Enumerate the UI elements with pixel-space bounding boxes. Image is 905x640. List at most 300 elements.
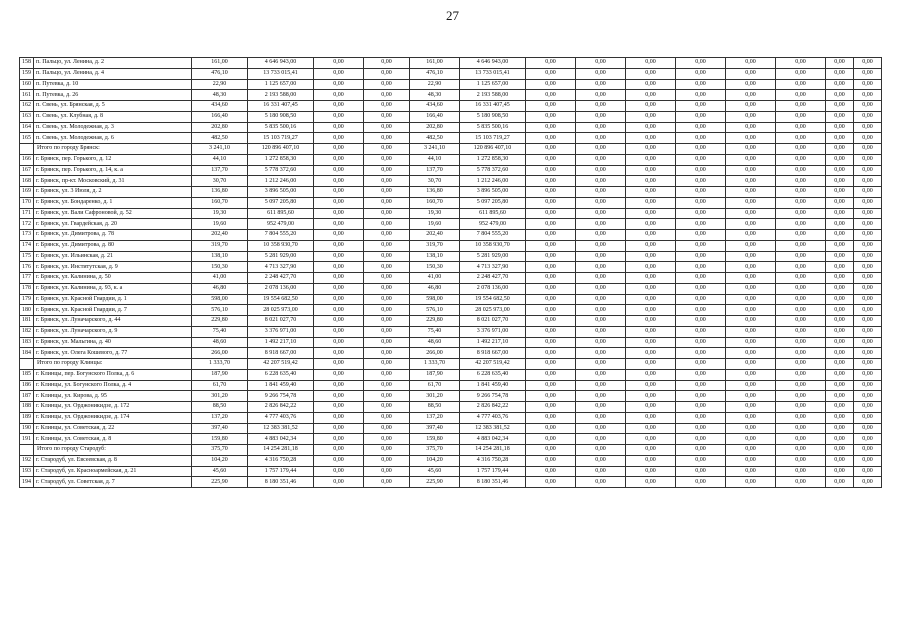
address-cell: г. Брянск, ул. Димитрова, д. 78: [34, 230, 192, 241]
value-cell: 0,00: [314, 165, 364, 176]
table-row: [20, 79, 882, 90]
value-cell: 476,10: [192, 68, 248, 79]
value-cell: 161,00: [410, 58, 460, 69]
value-cell: 0,00: [826, 273, 854, 284]
value-cell: 0,00: [626, 90, 676, 101]
value-cell: 0,00: [526, 369, 576, 380]
value-cell: 19,30: [410, 208, 460, 219]
value-cell: 0,00: [826, 101, 854, 112]
value-cell: 0,00: [626, 208, 676, 219]
value-cell: 1 125 657,00: [460, 79, 526, 90]
row-number: 175: [20, 251, 34, 262]
row-number: 160: [20, 79, 34, 90]
value-cell: 0,00: [854, 455, 882, 466]
value-cell: 0,00: [676, 144, 726, 155]
value-cell: 0,00: [854, 262, 882, 273]
value-cell: 0,00: [726, 122, 776, 133]
address-cell: г. Брянск, пр-кт. Московский, д. 31: [34, 176, 192, 187]
value-cell: 0,00: [626, 111, 676, 122]
value-cell: 0,00: [576, 58, 626, 69]
value-cell: 0,00: [854, 326, 882, 337]
value-cell: 0,00: [676, 402, 726, 413]
value-cell: 6 228 635,40: [248, 369, 314, 380]
value-cell: 45,60: [410, 466, 460, 477]
value-cell: 3 376 971,00: [460, 326, 526, 337]
value-cell: 0,00: [676, 154, 726, 165]
value-cell: 0,00: [776, 68, 826, 79]
value-cell: 0,00: [776, 251, 826, 262]
value-cell: 9 266 754,78: [248, 391, 314, 402]
table-row: [20, 68, 882, 79]
value-cell: 48,30: [192, 90, 248, 101]
value-cell: 0,00: [676, 262, 726, 273]
value-cell: 0,00: [314, 219, 364, 230]
value-cell: 397,40: [410, 423, 460, 434]
value-cell: 1 333,70: [192, 359, 248, 370]
value-cell: 0,00: [576, 283, 626, 294]
row-number: 188: [20, 402, 34, 413]
value-cell: 0,00: [826, 90, 854, 101]
value-cell: 0,00: [576, 154, 626, 165]
value-cell: 0,00: [526, 262, 576, 273]
value-cell: 0,00: [726, 434, 776, 445]
value-cell: 0,00: [676, 111, 726, 122]
value-cell: 0,00: [626, 133, 676, 144]
table-row: [20, 455, 882, 466]
value-cell: 0,00: [626, 391, 676, 402]
value-cell: 229,80: [410, 316, 460, 327]
value-cell: 0,00: [364, 68, 410, 79]
row-number: 158: [20, 58, 34, 69]
value-cell: 0,00: [626, 230, 676, 241]
value-cell: 0,00: [676, 380, 726, 391]
value-cell: 0,00: [726, 412, 776, 423]
value-cell: 0,00: [776, 412, 826, 423]
value-cell: 0,00: [826, 445, 854, 456]
value-cell: 0,00: [576, 165, 626, 176]
value-cell: 8 180 351,46: [460, 477, 526, 488]
value-cell: 0,00: [776, 79, 826, 90]
row-number: [20, 445, 34, 456]
row-number: 194: [20, 477, 34, 488]
value-cell: 0,00: [364, 230, 410, 241]
total-row: [20, 144, 882, 155]
value-cell: 0,00: [626, 455, 676, 466]
value-cell: 42 207 519,42: [248, 359, 314, 370]
value-cell: 4 316 750,28: [460, 455, 526, 466]
address-cell: г. Брянск, ул. Институтская, д. 9: [34, 262, 192, 273]
value-cell: 0,00: [676, 359, 726, 370]
value-cell: 1 125 657,00: [248, 79, 314, 90]
value-cell: 0,00: [576, 111, 626, 122]
value-cell: 2 078 136,00: [248, 283, 314, 294]
value-cell: 0,00: [776, 101, 826, 112]
row-number: 171: [20, 208, 34, 219]
value-cell: 0,00: [364, 348, 410, 359]
value-cell: 0,00: [364, 412, 410, 423]
value-cell: 2 248 427,70: [460, 273, 526, 284]
value-cell: 0,00: [676, 477, 726, 488]
value-cell: 229,80: [192, 316, 248, 327]
row-number: 167: [20, 165, 34, 176]
value-cell: 2 193 588,00: [460, 90, 526, 101]
value-cell: 598,00: [192, 294, 248, 305]
value-cell: 0,00: [364, 187, 410, 198]
value-cell: 0,00: [776, 111, 826, 122]
value-cell: 0,00: [314, 262, 364, 273]
value-cell: 0,00: [776, 90, 826, 101]
value-cell: 202,40: [410, 230, 460, 241]
value-cell: 2 826 842,22: [460, 402, 526, 413]
value-cell: 0,00: [776, 445, 826, 456]
value-cell: 19,60: [192, 219, 248, 230]
table-row: [20, 273, 882, 284]
value-cell: 0,00: [776, 477, 826, 488]
value-cell: 0,00: [314, 348, 364, 359]
table-row: [20, 402, 882, 413]
value-cell: 0,00: [826, 423, 854, 434]
value-cell: 434,60: [192, 101, 248, 112]
value-cell: 28 025 973,00: [248, 305, 314, 316]
value-cell: 0,00: [576, 273, 626, 284]
value-cell: 0,00: [364, 58, 410, 69]
table-row: [20, 90, 882, 101]
row-number: [20, 144, 34, 155]
value-cell: 0,00: [726, 305, 776, 316]
value-cell: 5 281 929,00: [460, 251, 526, 262]
value-cell: 0,00: [314, 434, 364, 445]
value-cell: 0,00: [526, 348, 576, 359]
table-row: [20, 219, 882, 230]
value-cell: 0,00: [826, 466, 854, 477]
value-cell: 0,00: [314, 90, 364, 101]
value-cell: 75,40: [192, 326, 248, 337]
value-cell: 0,00: [776, 294, 826, 305]
value-cell: 375,70: [410, 445, 460, 456]
value-cell: 166,40: [410, 111, 460, 122]
table-row: [20, 283, 882, 294]
value-cell: 0,00: [626, 68, 676, 79]
value-cell: 0,00: [526, 283, 576, 294]
value-cell: 4 646 943,00: [460, 58, 526, 69]
table-row: [20, 251, 882, 262]
value-cell: 0,00: [626, 412, 676, 423]
value-cell: 0,00: [576, 402, 626, 413]
value-cell: 0,00: [676, 455, 726, 466]
value-cell: 0,00: [314, 380, 364, 391]
row-number: 179: [20, 294, 34, 305]
value-cell: 0,00: [726, 240, 776, 251]
table-row: [20, 101, 882, 112]
value-cell: 0,00: [826, 79, 854, 90]
table-row: [20, 58, 882, 69]
value-cell: 0,00: [364, 133, 410, 144]
value-cell: 0,00: [576, 326, 626, 337]
value-cell: 5 835 500,16: [248, 122, 314, 133]
value-cell: 1 272 858,30: [248, 154, 314, 165]
value-cell: 0,00: [364, 197, 410, 208]
row-number: 173: [20, 230, 34, 241]
table-row: [20, 197, 882, 208]
row-number: 168: [20, 176, 34, 187]
value-cell: 0,00: [826, 262, 854, 273]
table-row: [20, 337, 882, 348]
table-row: [20, 165, 882, 176]
value-cell: 0,00: [314, 111, 364, 122]
value-cell: 0,00: [776, 391, 826, 402]
value-cell: 0,00: [526, 165, 576, 176]
value-cell: 476,10: [410, 68, 460, 79]
value-cell: 0,00: [576, 251, 626, 262]
value-cell: 0,00: [726, 79, 776, 90]
value-cell: 5 097 205,80: [248, 197, 314, 208]
value-cell: 0,00: [726, 369, 776, 380]
value-cell: 0,00: [364, 316, 410, 327]
page-number: 27: [446, 8, 459, 23]
value-cell: 4 777 403,76: [460, 412, 526, 423]
address-cell: г. Брянск, ул. Калинина, д. 93, к. а: [34, 283, 192, 294]
value-cell: 225,90: [192, 477, 248, 488]
value-cell: 0,00: [576, 240, 626, 251]
address-cell: п. Путевка, д. 26: [34, 90, 192, 101]
value-cell: 0,00: [314, 58, 364, 69]
value-cell: 8 180 351,46: [248, 477, 314, 488]
value-cell: 0,00: [526, 412, 576, 423]
value-cell: 0,00: [576, 262, 626, 273]
value-cell: 0,00: [314, 251, 364, 262]
value-cell: 138,10: [410, 251, 460, 262]
value-cell: 120 896 407,10: [248, 144, 314, 155]
value-cell: 22,90: [410, 79, 460, 90]
value-cell: 0,00: [314, 455, 364, 466]
table-row: [20, 176, 882, 187]
value-cell: 0,00: [364, 176, 410, 187]
value-cell: 0,00: [726, 144, 776, 155]
value-cell: 0,00: [576, 101, 626, 112]
value-cell: 0,00: [576, 219, 626, 230]
value-cell: 6 228 635,40: [460, 369, 526, 380]
value-cell: 0,00: [854, 445, 882, 456]
value-cell: 0,00: [626, 187, 676, 198]
value-cell: 0,00: [726, 445, 776, 456]
value-cell: 2 193 588,00: [248, 90, 314, 101]
value-cell: 0,00: [726, 294, 776, 305]
address-cell: г. Клинцы, ул. Орджоникидзе, д. 172: [34, 402, 192, 413]
value-cell: 0,00: [676, 240, 726, 251]
value-cell: 0,00: [626, 219, 676, 230]
total-label: Итого по городу Клинцы:: [34, 359, 192, 370]
value-cell: 1 272 858,30: [460, 154, 526, 165]
value-cell: 0,00: [364, 337, 410, 348]
value-cell: 0,00: [626, 369, 676, 380]
value-cell: 0,00: [314, 230, 364, 241]
value-cell: 0,00: [576, 348, 626, 359]
value-cell: 0,00: [526, 58, 576, 69]
value-cell: 0,00: [526, 79, 576, 90]
value-cell: 0,00: [626, 58, 676, 69]
value-cell: 160,70: [192, 197, 248, 208]
value-cell: 0,00: [576, 423, 626, 434]
value-cell: 0,00: [526, 240, 576, 251]
value-cell: 5 281 929,00: [248, 251, 314, 262]
value-cell: 45,60: [192, 466, 248, 477]
value-cell: 0,00: [854, 423, 882, 434]
table-row: [20, 423, 882, 434]
address-cell: г. Стародуб, ул. Евсеевская, д. 8: [34, 455, 192, 466]
value-cell: 0,00: [364, 283, 410, 294]
value-cell: 16 331 407,45: [248, 101, 314, 112]
value-cell: 952 479,00: [460, 219, 526, 230]
value-cell: 0,00: [526, 423, 576, 434]
address-cell: г. Брянск, ул. Калинина, д. 50: [34, 273, 192, 284]
value-cell: 8 918 667,00: [460, 348, 526, 359]
row-number: 193: [20, 466, 34, 477]
value-cell: 61,70: [192, 380, 248, 391]
value-cell: 0,00: [526, 208, 576, 219]
table-row: [20, 187, 882, 198]
value-cell: 10 358 930,70: [248, 240, 314, 251]
value-cell: 10 358 930,70: [460, 240, 526, 251]
row-number: 192: [20, 455, 34, 466]
value-cell: 4 883 042,34: [248, 434, 314, 445]
value-cell: 15 103 719,27: [248, 133, 314, 144]
value-cell: 0,00: [676, 219, 726, 230]
value-cell: 0,00: [364, 90, 410, 101]
value-cell: 0,00: [854, 144, 882, 155]
value-cell: 0,00: [314, 466, 364, 477]
value-cell: 0,00: [676, 369, 726, 380]
value-cell: 3 241,10: [192, 144, 248, 155]
value-cell: 42 207 519,42: [460, 359, 526, 370]
value-cell: 0,00: [526, 316, 576, 327]
value-cell: 375,70: [192, 445, 248, 456]
value-cell: 301,20: [192, 391, 248, 402]
address-cell: п. Свень, ул. Клубная, д. 8: [34, 111, 192, 122]
value-cell: 159,80: [410, 434, 460, 445]
value-cell: 137,20: [192, 412, 248, 423]
address-cell: г. Брянск, ул. Олега Кошевого, д. 77: [34, 348, 192, 359]
value-cell: 0,00: [676, 197, 726, 208]
value-cell: 3 241,10: [410, 144, 460, 155]
value-cell: 30,70: [192, 176, 248, 187]
value-cell: 0,00: [826, 176, 854, 187]
value-cell: 0,00: [314, 477, 364, 488]
value-cell: 0,00: [526, 90, 576, 101]
value-cell: 0,00: [854, 305, 882, 316]
value-cell: 0,00: [576, 133, 626, 144]
value-cell: 137,70: [192, 165, 248, 176]
value-cell: 0,00: [676, 337, 726, 348]
row-number: 170: [20, 197, 34, 208]
value-cell: 0,00: [854, 477, 882, 488]
row-number: 178: [20, 283, 34, 294]
value-cell: 576,10: [410, 305, 460, 316]
value-cell: 0,00: [314, 294, 364, 305]
value-cell: 0,00: [826, 251, 854, 262]
value-cell: 0,00: [626, 273, 676, 284]
value-cell: 0,00: [314, 79, 364, 90]
value-cell: 0,00: [826, 412, 854, 423]
value-cell: 0,00: [826, 326, 854, 337]
value-cell: 0,00: [726, 208, 776, 219]
value-cell: 0,00: [676, 348, 726, 359]
value-cell: 88,50: [192, 402, 248, 413]
value-cell: 0,00: [364, 262, 410, 273]
value-cell: 0,00: [576, 369, 626, 380]
value-cell: 0,00: [364, 240, 410, 251]
value-cell: 0,00: [776, 144, 826, 155]
value-cell: 104,20: [410, 455, 460, 466]
value-cell: 9 266 754,78: [460, 391, 526, 402]
value-cell: 0,00: [576, 316, 626, 327]
value-cell: 0,00: [314, 154, 364, 165]
value-cell: 0,00: [776, 348, 826, 359]
value-cell: 0,00: [854, 283, 882, 294]
value-cell: 0,00: [364, 434, 410, 445]
value-cell: 0,00: [854, 434, 882, 445]
value-cell: 0,00: [364, 144, 410, 155]
value-cell: 1 492 217,10: [248, 337, 314, 348]
value-cell: 0,00: [726, 176, 776, 187]
value-cell: 0,00: [854, 58, 882, 69]
table-row: [20, 305, 882, 316]
value-cell: 0,00: [726, 391, 776, 402]
value-cell: 0,00: [854, 122, 882, 133]
value-cell: 0,00: [854, 79, 882, 90]
address-cell: п. Пальцо, ул. Ленина, д. 2: [34, 58, 192, 69]
value-cell: 0,00: [854, 240, 882, 251]
total-label: Итого по городу Стародуб:: [34, 445, 192, 456]
value-cell: 0,00: [314, 369, 364, 380]
value-cell: 0,00: [726, 380, 776, 391]
value-cell: 120 896 407,10: [460, 144, 526, 155]
value-cell: 1 212 246,00: [460, 176, 526, 187]
value-cell: 0,00: [526, 391, 576, 402]
table-row: [20, 230, 882, 241]
value-cell: 0,00: [776, 219, 826, 230]
value-cell: 3 896 505,00: [248, 187, 314, 198]
value-cell: 0,00: [726, 273, 776, 284]
data-table: [19, 57, 882, 488]
value-cell: 0,00: [854, 337, 882, 348]
value-cell: 0,00: [314, 273, 364, 284]
value-cell: 0,00: [726, 326, 776, 337]
value-cell: 4 777 403,76: [248, 412, 314, 423]
value-cell: 0,00: [676, 187, 726, 198]
value-cell: 0,00: [826, 316, 854, 327]
row-number: 165: [20, 133, 34, 144]
value-cell: 0,00: [676, 79, 726, 90]
row-number: 187: [20, 391, 34, 402]
address-cell: г. Клинцы, ул. Орджоникидзе, д. 174: [34, 412, 192, 423]
value-cell: 0,00: [576, 391, 626, 402]
value-cell: 0,00: [826, 111, 854, 122]
value-cell: 1 757 179,44: [460, 466, 526, 477]
value-cell: 0,00: [576, 79, 626, 90]
value-cell: 0,00: [826, 68, 854, 79]
value-cell: 0,00: [676, 230, 726, 241]
value-cell: 0,00: [626, 283, 676, 294]
address-cell: г. Клинцы, ул. Богунского Полка, д. 4: [34, 380, 192, 391]
value-cell: 0,00: [776, 262, 826, 273]
value-cell: 0,00: [826, 455, 854, 466]
value-cell: 0,00: [776, 122, 826, 133]
address-cell: г. Брянск, ул. Красной Гвардии, д. 1: [34, 294, 192, 305]
table-row: [20, 466, 882, 477]
value-cell: 0,00: [776, 197, 826, 208]
value-cell: 0,00: [364, 477, 410, 488]
value-cell: 0,00: [626, 466, 676, 477]
